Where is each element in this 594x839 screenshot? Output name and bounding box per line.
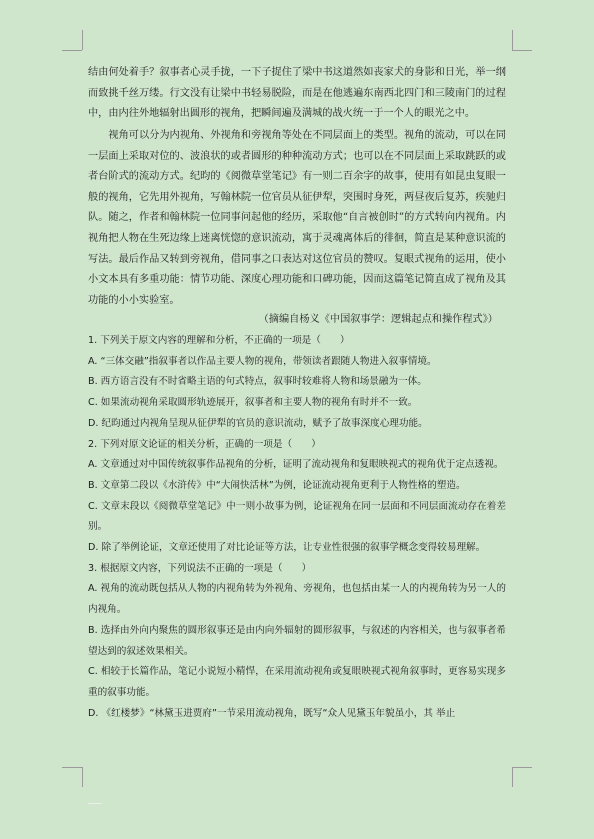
question-2-stem: 2. 下列对原文论证的相关分析，正确的一项是（ ） bbox=[88, 438, 321, 450]
crop-mark-bottom-right-h bbox=[512, 767, 532, 768]
question-2-option-b: B. 文章第二段以《水浒传》中“大闹快活林”为例，论证流动视角更利于人物性格的塑造。 bbox=[88, 479, 466, 491]
question-3-stem: 3. 根据原文内容，下列说法不正确的一项是（ ） bbox=[88, 562, 312, 574]
question-2-option-c: C. 文章末段以《阅微草堂笔记》中一则小故事为例，论证视角在同一层面和不同层面流动存在着差别。 bbox=[88, 500, 506, 533]
passage-paragraph-2: 视角可以分为内视角、外视角和旁视角等处在不同层面上的类型。视角的流动，可以在同一层面上采取对位的、波浪状的或者圆形的种种流动方式；也可以在不同层面上采取跳跃的或者台阶式的流动方式。纪昀的《阅微草堂笔记》有一则二百余字的故事，使用有如昆虫复眼一般的视角，它先用外视角，写翰林院一位官员从征伊犁，突围时身死，两昼夜后复苏，疾驰归队。随之，作者和翰林院一位同事问起他的经历，采取他“自言被创时”的方式转向内视角。内视角把人物在生死边缘上迷离恍惚的意识流动，寓于灵魂离体后的徘徊，简直是某种意识流的写法。最后作品又转到旁视角，借同事之口表达对这位官员的赞叹。复眼式视角的运用，使小小文本具有多重功能：情节功能、深度心理功能和口碑功能，因而这篇笔记简直成了视角及其功能的小小实验室。 bbox=[88, 130, 506, 306]
crop-mark-bottom-left-v bbox=[82, 767, 83, 787]
crop-mark-top-left-v bbox=[82, 30, 83, 50]
crop-mark-top-left-h bbox=[62, 50, 82, 51]
question-2-option-d: D. 除了举例论证，文章还使用了对比论证等方法，让专业性很强的叙事学概念变得较易理解。 bbox=[88, 542, 486, 554]
crop-mark-top-right-v bbox=[512, 30, 513, 50]
question-3-option-c: C. 相较于长篇作品，笔记小说短小精悍，在采用流动视角或复眼映视式视角叙事时，更容易实现多重的叙事功能。 bbox=[88, 666, 506, 698]
question-1-option-b: B. 西方语言没有不时省略主语的句式特点，叙事时较难将人物和场景融为一体。 bbox=[88, 376, 427, 388]
question-1-option-c: C. 如果流动视角采取圆形轨迹展开，叙事者和主要人物的视角有时并不一致。 bbox=[88, 397, 418, 409]
passage-source: （摘编自杨义《中国叙事学：逻辑起点和操作程式》） bbox=[258, 314, 498, 325]
passage-paragraph-1: 结由何处着手？叙事者心灵手拢，一下子捉住了梁中书这道然如丧家犬的身影和日光，举一纲而致挑千丝万缕。行文没有让梁中书轻易脱险，而是在他逃遍东南西北四门和三陵南门的过程中，由内往外地辐射出圆形的视角，把瞬间遍及满城的战火统一于一个人的眼光之中。 bbox=[88, 67, 506, 120]
question-1-option-a: A. “三体交融”指叙事者以作品主要人物的视角，带领读者跟随人物进入叙事情境。 bbox=[88, 355, 437, 367]
question-2-option-a: A. 文章通过对中国传统叙事作品视角的分析，证明了流动视角和复眼映视式的视角优于定点透视。 bbox=[88, 459, 504, 471]
crop-mark-top-right-h bbox=[512, 50, 532, 51]
question-3-option-d: D. 《红楼梦》“林黛玉进贾府”一节采用流动视角，既写“众人见黛玉年貌虽小，其 举止 bbox=[88, 707, 456, 719]
question-3-option-a: A. 视角的流动既包括从人物的内视角转为外视角、旁视角，也包括由某一人的内视角转为另一人的内视角。 bbox=[88, 583, 506, 616]
question-3-option-b: B. 选择由外向内聚焦的圆形叙事还是由内向外辐射的圆形叙事，与叙述的内容相关，也与叙事者希望达到的叙述效果相关。 bbox=[88, 624, 506, 657]
question-1-stem: 1. 下列关于原文内容的理解和分析，不正确的一项是（ ） bbox=[88, 335, 350, 346]
questions-area bbox=[88, 331, 506, 724]
crop-mark-bottom-right-v bbox=[512, 767, 513, 787]
question-1-option-d: D. 纪昀通过内视角呈现从征伊犁的官员的意识流动，赋予了故事深度心理功能。 bbox=[88, 417, 428, 429]
crop-mark-bottom-left-h bbox=[62, 767, 82, 768]
footer-mark bbox=[88, 803, 102, 804]
